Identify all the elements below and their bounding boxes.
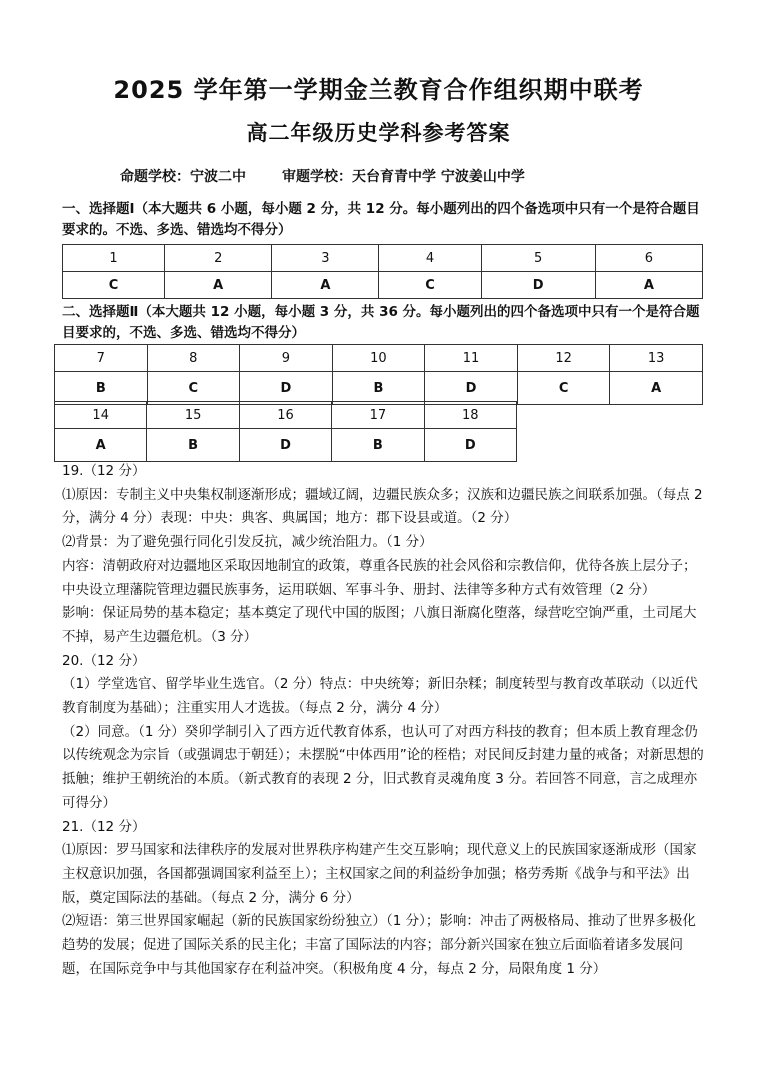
question-number: 8	[147, 345, 240, 372]
question-number: 6	[595, 245, 702, 272]
question-number: 13	[610, 345, 703, 372]
answer-letter: D	[424, 429, 516, 462]
question-number: 14	[55, 402, 147, 429]
question-number: 1	[63, 245, 165, 272]
document-subtitle: 高二年级历史学科参考答案	[246, 121, 511, 145]
question-number: 3	[272, 245, 379, 272]
q19-part2-impact: 影响：保证局势的基本稳定；基本奠定了现代中国的版图；八旗日渐腐化堕落，绿营吃空饷严重，土司尾大不掉，易产生边疆危机。（3 分）	[62, 605, 697, 645]
answer-letter: D	[239, 429, 331, 462]
answer-letter: C	[63, 272, 165, 299]
question-number: 12	[517, 345, 610, 372]
table-row	[55, 402, 517, 429]
essay-answers	[62, 460, 708, 981]
q19-part1: ⑴原因：专制主义中央集权制逐渐形成；疆域辽阔，边疆民族众多；汉族和边疆民族之间联系加强。（每点 2 分，满分 4 分）表现：中央：典客、典属国；地方：郡下设县或道。（2 分）	[62, 486, 703, 527]
review-school: 审题学校：天台育青中学 宁波姜山中学	[282, 169, 525, 185]
answer-letter: B	[332, 429, 424, 462]
answer-letter: D	[425, 372, 518, 405]
answer-letter: A	[165, 272, 272, 299]
table-row	[55, 429, 517, 462]
q21-part2: ⑵短语：第三世界国家崛起（新的民族国家纷纷独立）（1 分）；影响：冲击了两极格局、推动了世界多极化趋势的发展；促进了国际关系的民主化；丰富了国际法的内容；部分新兴国家在独立后面临着诸多发展问题，在国际竞争中与其他国家存在利益冲突。（积极角度 4 分，每点 2 分，局限角度 1 分）	[62, 913, 696, 977]
answer-letter: A	[272, 272, 379, 299]
q20-part1: （1）学堂选官、留学毕业生选官。（2 分）特点：中央统筹；新旧杂糅；制度转型与教育改革联动（以近代教育制度为基础）；注重实用人才选拔。（每点 2 分，满分 4 分）	[62, 676, 698, 717]
table-row	[55, 372, 703, 405]
section2-heading: 二、选择题Ⅱ（本大题共 12 小题，每小题 3 分，共 36 分。每小题列出的四个备选项中只有一个是符合题目要求的，不选、多选、错选均不得分）	[62, 304, 700, 341]
question-number: 11	[425, 345, 518, 372]
question-number: 2	[165, 245, 272, 272]
answer-letter: B	[147, 429, 239, 462]
question-number: 5	[481, 245, 595, 272]
section2-answer-table-row2	[54, 401, 517, 462]
table-row	[55, 345, 703, 372]
answer-letter: D	[240, 372, 333, 405]
question-number: 18	[424, 402, 516, 429]
section2-answer-table-row1	[54, 344, 703, 405]
answer-letter: C	[379, 272, 481, 299]
author-school: 命题学校：宁波二中	[120, 169, 246, 185]
section1-heading: 一、选择题Ⅰ（本大题共 6 小题，每小题 2 分，共 12 分。每小题列出的四个备选项中只有一个是符合题目要求的。不选、多选、错选均不得分）	[62, 201, 700, 238]
table-row	[63, 272, 703, 299]
q20-part2: （2）同意。（1 分）癸卯学制引入了西方近代教育体系，也认可了对西方科技的教育；但本质上教育理念仍以传统观念为宗旨（或强调忠于朝廷）；未摆脱“中体西用”论的桎梏；对民间反封建力量的戒备；对新思想的抵触；维护王朝统治的本质。（新式教育的表现 2 分，旧式教育灵魂角度 3 分。若回答不同意，言之成理亦可得分）	[62, 723, 704, 811]
answer-letter: C	[517, 372, 610, 405]
answer-letter: A	[610, 372, 703, 405]
question-number: 10	[332, 345, 425, 372]
question-number: 16	[239, 402, 331, 429]
question-number: 7	[55, 345, 148, 372]
q19-part2-content: 内容：清朝政府对边疆地区采取因地制宜的政策，尊重各民族的社会风俗和宗教信仰，优待各族上层分子；中央设立理藩院管理边疆民族事务，运用联姻、军事斗争、册封、法律等多种方式有效管理（2 分）	[62, 557, 697, 598]
table-row	[63, 245, 703, 272]
answer-letter: B	[332, 372, 425, 405]
answer-letter: D	[481, 272, 595, 299]
q20-title: 20.（12 分）	[62, 652, 146, 669]
question-number: 15	[147, 402, 239, 429]
schools-line	[120, 166, 525, 186]
question-number: 17	[332, 402, 424, 429]
answer-letter: B	[55, 372, 148, 405]
q19-part2-background: ⑵背景：为了避免强行同化引发反抗，减少统治阻力。（1 分）	[62, 534, 433, 551]
q21-part1: ⑴原因：罗马国家和法律秩序的发展对世界秩序构建产生交互影响；现代意义上的民族国家逐渐成形（国家主权意识加强，各国都强调国家利益至上）；主权国家之间的利益纷争加强；格劳秀斯《战争与和平法》出版，奠定国际法的基础。（每点 2 分，满分 6 分）	[62, 842, 697, 906]
q21-title: 21.（12 分）	[62, 818, 146, 835]
q19-title: 19.（12 分）	[62, 463, 146, 479]
document-title: 2025 学年第一学期金兰教育合作组织期中联考	[113, 76, 644, 104]
question-number: 4	[379, 245, 481, 272]
question-number: 9	[240, 345, 333, 372]
answer-letter: A	[595, 272, 702, 299]
section1-answer-table	[62, 244, 703, 299]
answer-letter: A	[55, 429, 147, 462]
answer-letter: C	[147, 372, 240, 405]
